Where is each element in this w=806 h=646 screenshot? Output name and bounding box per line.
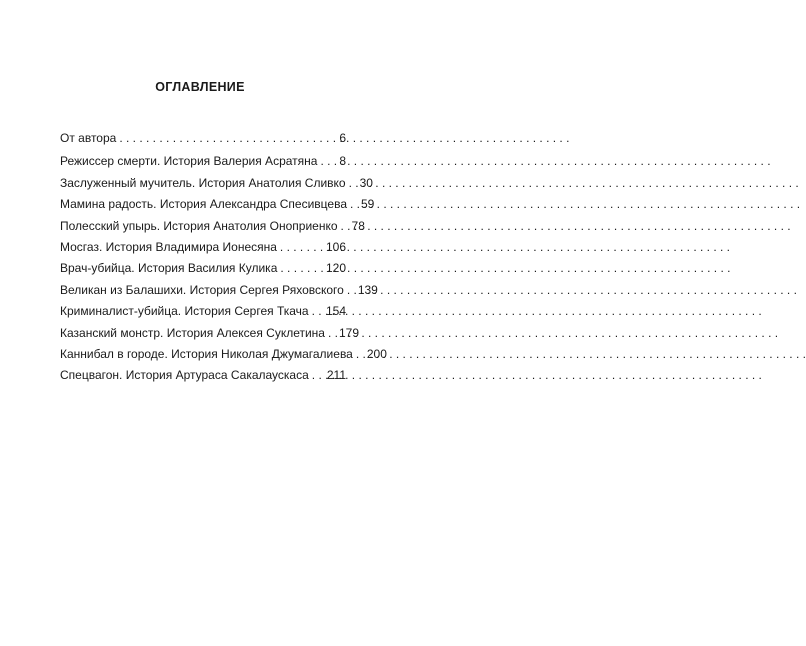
toc-entry-label: Казанский монстр. История Алексея Суклетина	[60, 325, 325, 340]
toc-entry	[60, 216, 365, 237]
toc-entry-page: 154	[325, 304, 346, 319]
toc-entry-label: Криминалист-убийца. История Сергея Ткача	[60, 304, 309, 319]
toc-entry-label: Каннибал в городе. История Николая Джумагалиева	[60, 346, 353, 361]
toc-entry	[60, 258, 346, 279]
toc-entry-page: 8	[339, 154, 346, 169]
toc-dot-leader	[320, 151, 336, 172]
toc-entry-page: 211	[326, 368, 346, 383]
toc-entry	[60, 344, 387, 365]
toc-entry	[60, 128, 346, 149]
toc-dot-leader	[312, 301, 323, 322]
toc-dot-leader	[341, 216, 349, 237]
toc-dot-leader	[280, 237, 323, 258]
toc-entry-label: Заслуженный мучитель. История Анатолия Сливко	[60, 175, 346, 190]
toc-dot-leader	[350, 194, 358, 215]
toc-entry-label: Спецвагон. История Артураса Сакалаускаса	[60, 368, 309, 383]
toc-entry-label: Полесский упырь. История Анатолия Оноприенко	[60, 218, 338, 233]
toc-dot-leader	[349, 173, 357, 194]
toc-dot-leader	[328, 323, 336, 344]
toc-entry-page: 59	[361, 197, 375, 212]
toc-dot-leader	[280, 258, 323, 279]
toc-list	[60, 128, 387, 387]
toc-entry-page: 6	[339, 131, 346, 145]
toc-entry	[60, 301, 346, 322]
toc-entry	[60, 323, 360, 344]
toc-entry-page: 139	[357, 282, 378, 297]
toc-entry	[60, 237, 346, 258]
toc-entry-page: 120	[325, 261, 346, 276]
toc-dot-leader	[119, 128, 336, 149]
toc-entry	[60, 173, 373, 194]
toc-entry-page: 78	[351, 218, 365, 233]
toc-entry-label: Мосгаз. История Владимира Ионесяна	[60, 239, 277, 254]
toc-entry-page: 30	[359, 175, 373, 190]
toc-entry-label: Великан из Балашихи. История Сергея Ряховского	[60, 282, 344, 297]
toc-entry-label: От автора	[60, 131, 117, 145]
toc-entry-page: 179	[338, 325, 360, 340]
toc-entry	[60, 194, 375, 215]
toc-dot-leader	[356, 344, 364, 365]
toc-entry	[60, 151, 346, 172]
toc-entry	[60, 365, 346, 386]
toc-entry	[60, 280, 378, 301]
toc-dot-leader	[312, 365, 324, 386]
toc-title: ОГЛАВЛЕНИЕ	[155, 80, 245, 94]
toc-dot-leader	[347, 280, 355, 301]
toc-entry-page: 106	[325, 239, 346, 254]
toc-entry-label: Мамина радость. История Александра Спесивцева	[60, 197, 347, 212]
toc-entry-label: Врач-убийца. История Василия Кулика	[60, 261, 278, 276]
toc-entry-page: 200	[366, 346, 387, 361]
toc-entry-label: Режиссер смерти. История Валерия Асратяна	[60, 154, 318, 169]
book-page	[0, 0, 400, 646]
